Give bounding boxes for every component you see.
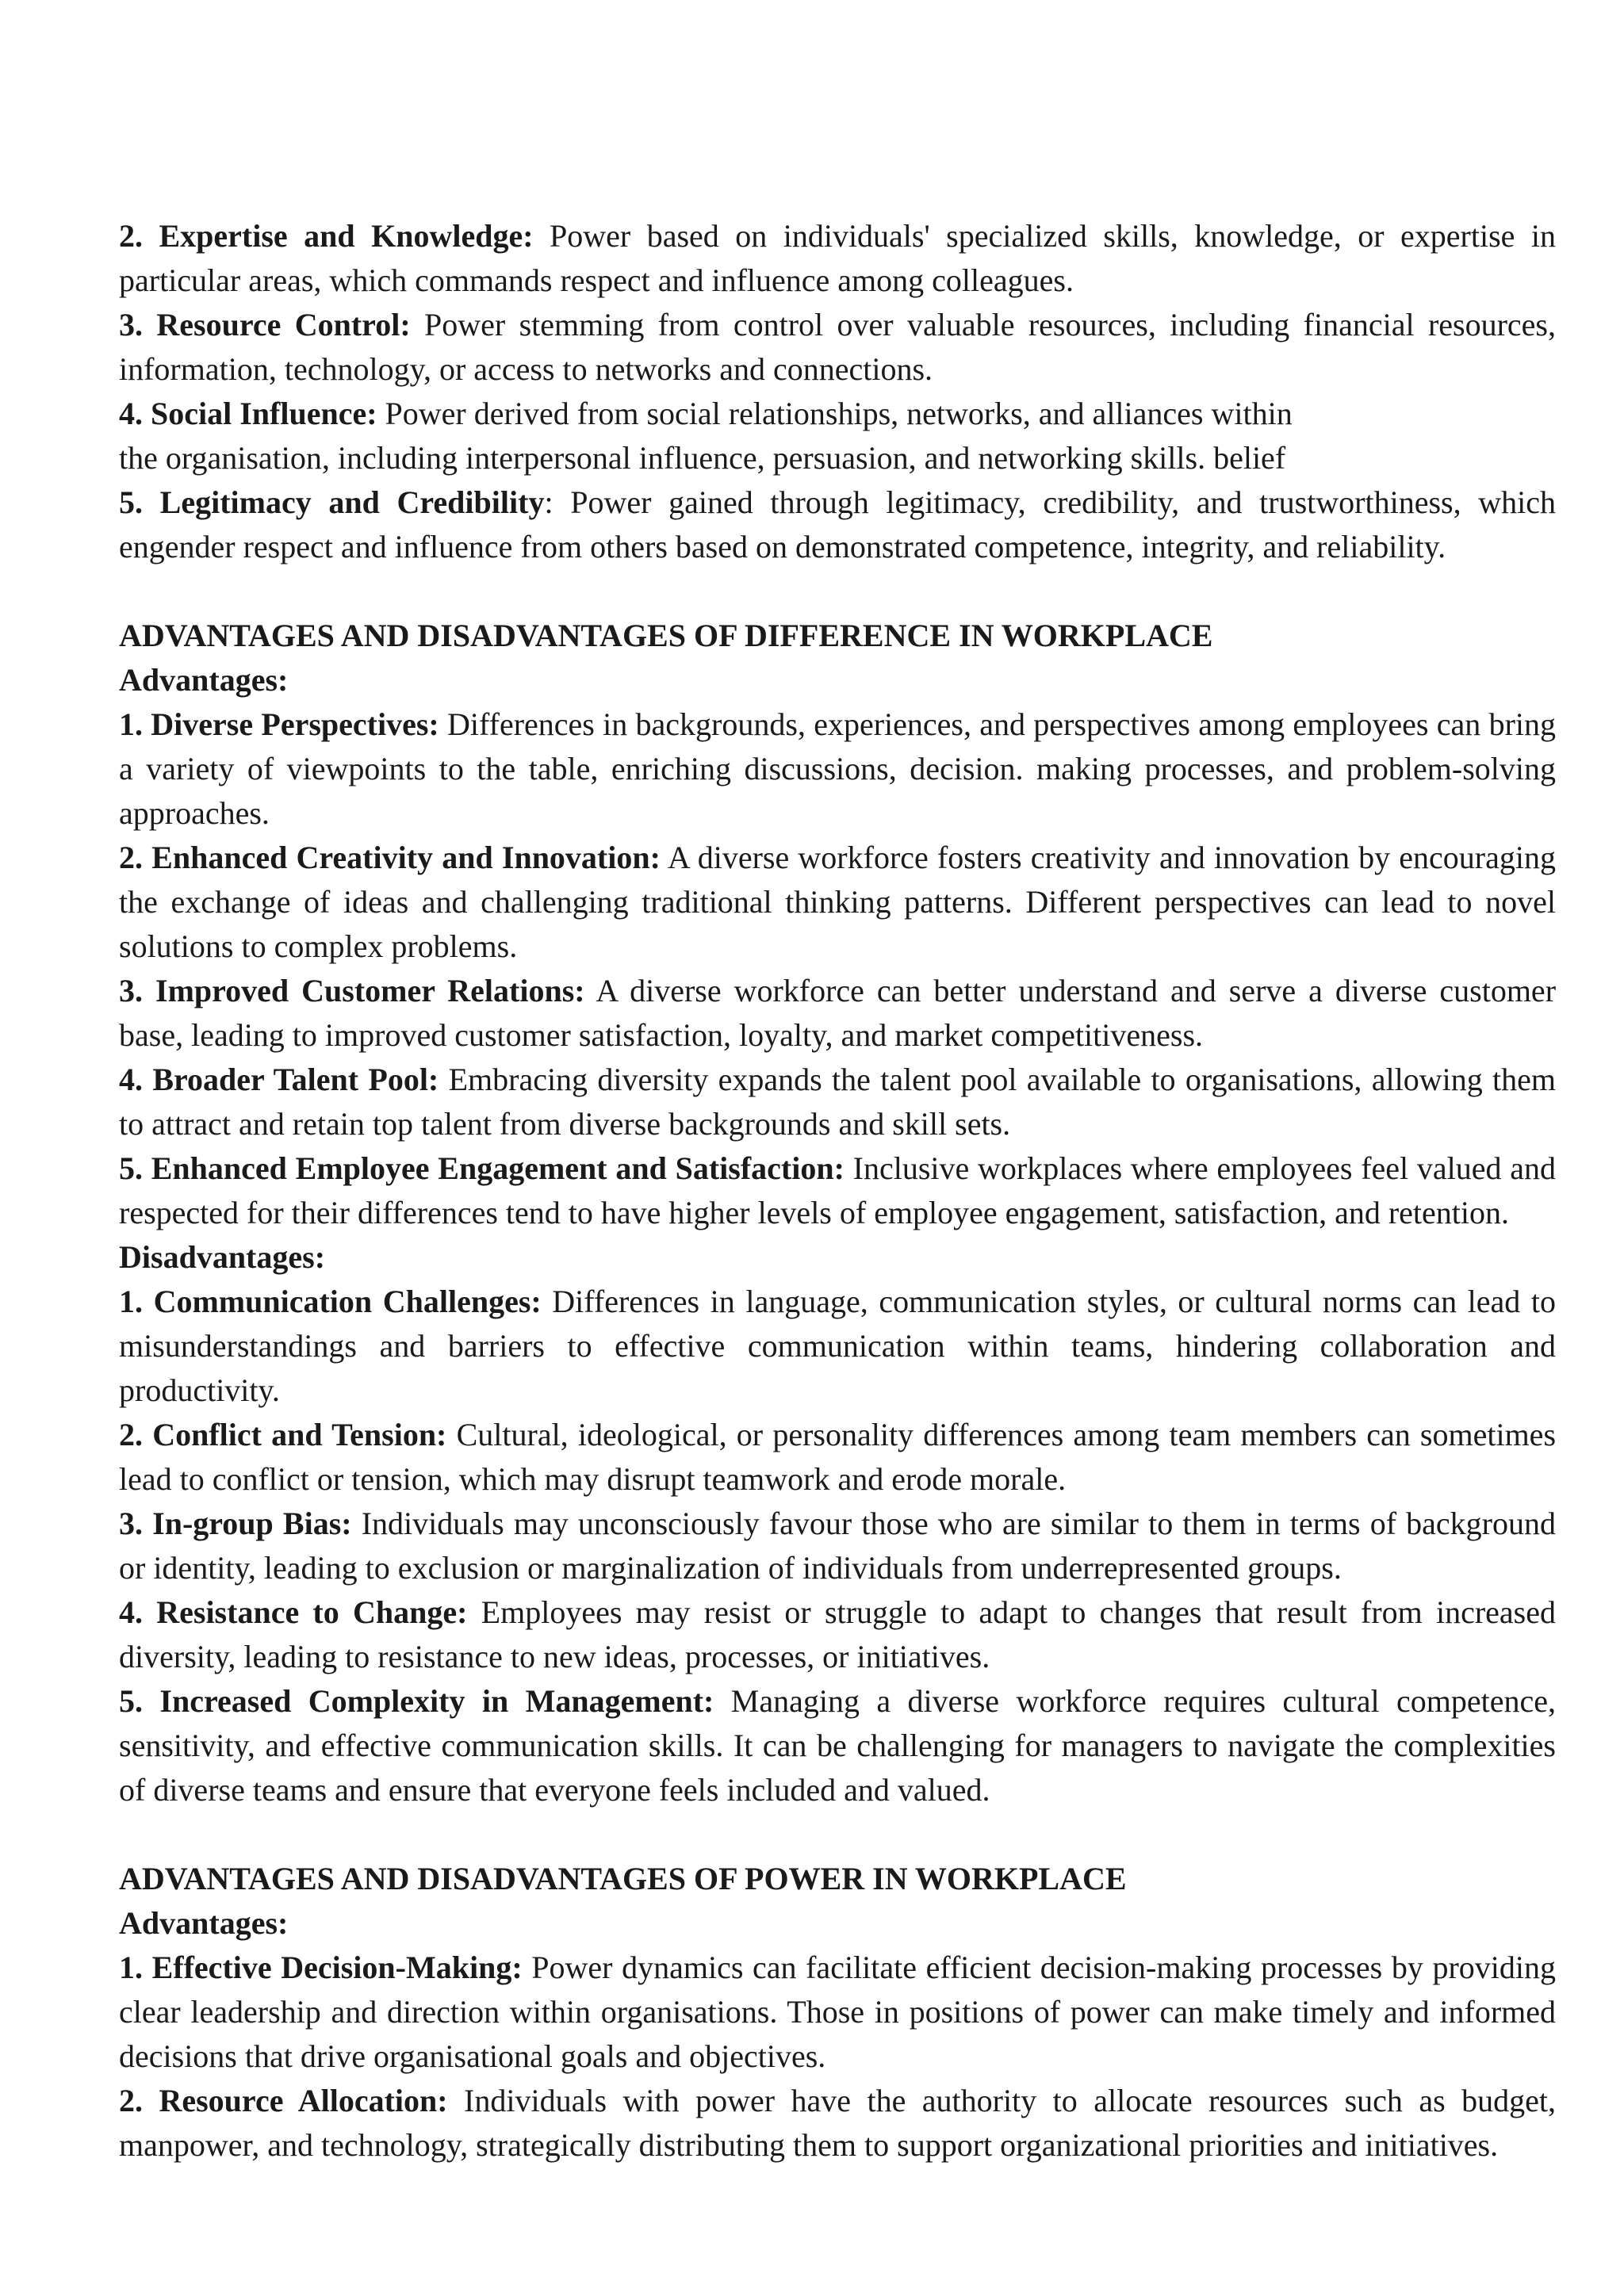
advantages-label: Advantages: <box>119 662 289 698</box>
item-term: Resistance to Change: <box>156 1594 468 1630</box>
item-text: Power derived from social relationships, networks, and alliances within <box>377 396 1293 431</box>
item-text: Differences in language, communication styles, or cultural norms can lead to misunderstandings and barriers to effective communication within teams, hindering collaboration and productivity. <box>119 1284 1556 1408</box>
item-text: A diverse workforce can better understand and serve a diverse customer base, leading to improved customer satisfaction, loyalty, and market competitiveness. <box>119 973 1557 1053</box>
item-number: 2. <box>119 1417 143 1452</box>
item-text: Power based on individuals' specialized skills, knowledge, or expertise in particular areas, which commands respect and influence among colleagues. <box>119 218 1556 298</box>
item-text: Employees may resist or struggle to adapt to changes that result from increased diversity, leading to resistance to new ideas, processes, or initiatives. <box>119 1594 1556 1674</box>
item-text: Power dynamics can facilitate efficient decision-making processes by providing clear leadership and direction within organisations. Those in positions of power can make timely and informed decisions that drive organisational goals and objectives. <box>119 1950 1556 2074</box>
item-text: Individuals with power have the authority to allocate resources such as budget, manpower, and technology, strategically distributing them to support organizational priorities and initiatives. <box>119 2083 1557 2163</box>
power-source-item <box>119 303 1556 392</box>
item-term: Effective Decision-Making: <box>151 1950 523 1985</box>
item-term: Legitimacy and Credibility <box>159 484 545 520</box>
item-number: 3. <box>119 307 143 342</box>
item-term: Expertise and Knowledge: <box>159 218 534 254</box>
item-term: In-group Bias: <box>152 1506 352 1541</box>
power-source-item <box>119 392 1556 480</box>
section-spacer <box>119 1812 1556 1857</box>
item-number: 4. <box>119 396 143 431</box>
item-number: 1. <box>119 1950 143 1985</box>
item-number: 1. <box>119 1284 143 1319</box>
item-text: Embracing diversity expands the talent pool available to organisations, allowing them to attract and retain top talent from diverse backgrounds and skill sets. <box>119 1062 1557 1142</box>
item-text: : Power gained through legitimacy, credibility, and trustworthiness, which engender respect and influence from others based on demonstrated competence, integrity, and reliability. <box>119 484 1557 564</box>
item-text: Power stemming from control over valuable resources, including financial resources, information, technology, or access to networks and connections. <box>119 307 1556 387</box>
advantage-item <box>119 836 1556 969</box>
advantage-item <box>119 969 1556 1058</box>
item-number: 1. <box>119 706 143 742</box>
section-spacer <box>119 569 1556 614</box>
item-text-continued: the organisation, including interpersonal influence, persuasion, and networking skills. belief <box>119 440 1286 476</box>
item-text: Cultural, ideological, or personality differences among team members can sometimes lead to conflict or tension, which may disrupt teamwork and erode morale. <box>119 1417 1557 1497</box>
item-term: Enhanced Creativity and Innovation: <box>151 840 661 875</box>
item-term: Enhanced Employee Engagement and Satisfaction: <box>151 1150 845 1186</box>
advantage-item <box>119 1146 1556 1235</box>
item-term: Social Influence: <box>151 396 377 431</box>
section-heading-power: ADVANTAGES AND DISADVANTAGES OF POWER IN WORKPLACE <box>119 1861 1127 1896</box>
item-term: Broader Talent Pool: <box>152 1062 439 1097</box>
advantage-item <box>119 1058 1556 1146</box>
advantage-item <box>119 1946 1556 2079</box>
power-source-item <box>119 480 1556 569</box>
disadvantage-item <box>119 1280 1556 1413</box>
item-number: 2. <box>119 2083 143 2118</box>
item-number: 5. <box>119 484 143 520</box>
item-number: 5. <box>119 1683 143 1719</box>
item-text: Inclusive workplaces where employees feel valued and respected for their differences tend to have higher levels of employee engagement, satisfaction, and retention. <box>119 1150 1557 1230</box>
disadvantages-label: Disadvantages: <box>119 1239 326 1275</box>
item-term: Improved Customer Relations: <box>155 973 585 1008</box>
item-number: 4. <box>119 1062 143 1097</box>
item-term: Communication Challenges: <box>153 1284 542 1319</box>
item-term: Resource Allocation: <box>159 2083 448 2118</box>
document-page <box>119 214 1556 2168</box>
power-source-item <box>119 214 1556 303</box>
section-heading-difference: ADVANTAGES AND DISADVANTAGES OF DIFFERENCE IN WORKPLACE <box>119 618 1213 653</box>
item-term: Conflict and Tension: <box>152 1417 447 1452</box>
item-text: Individuals may unconsciously favour those who are similar to them in terms of background or identity, leading to exclusion or marginalization of individuals from underrepresented groups. <box>119 1506 1557 1586</box>
disadvantage-item <box>119 1502 1556 1590</box>
item-text: Differences in backgrounds, experiences, and perspectives among employees can bring a variety of viewpoints to the table, enriching discussions, decision. making processes, and problem-solving approaches. <box>119 706 1556 831</box>
item-text: A diverse workforce fosters creativity and innovation by encouraging the exchange of ideas and challenging traditional thinking patterns. Different perspectives can lead to novel solutions to complex problems. <box>119 840 1556 964</box>
item-number: 5. <box>119 1150 143 1186</box>
advantages-label: Advantages: <box>119 1905 289 1941</box>
item-number: 2. <box>119 218 143 254</box>
disadvantage-item <box>119 1679 1556 1812</box>
item-number: 2. <box>119 840 143 875</box>
item-number: 4. <box>119 1594 143 1630</box>
item-term: Increased Complexity in Management: <box>159 1683 714 1719</box>
item-number: 3. <box>119 973 143 1008</box>
item-number: 3. <box>119 1506 143 1541</box>
item-text: Managing a diverse workforce requires cultural competence, sensitivity, and effective communication skills. It can be challenging for managers to navigate the complexities of diverse teams and ensure that everyone feels included and valued. <box>119 1683 1557 1808</box>
item-term: Resource Control: <box>156 307 411 342</box>
item-term: Diverse Perspectives: <box>151 706 439 742</box>
advantage-item <box>119 2079 1556 2168</box>
disadvantage-item <box>119 1590 1556 1679</box>
disadvantage-item <box>119 1413 1556 1502</box>
advantage-item <box>119 702 1556 836</box>
